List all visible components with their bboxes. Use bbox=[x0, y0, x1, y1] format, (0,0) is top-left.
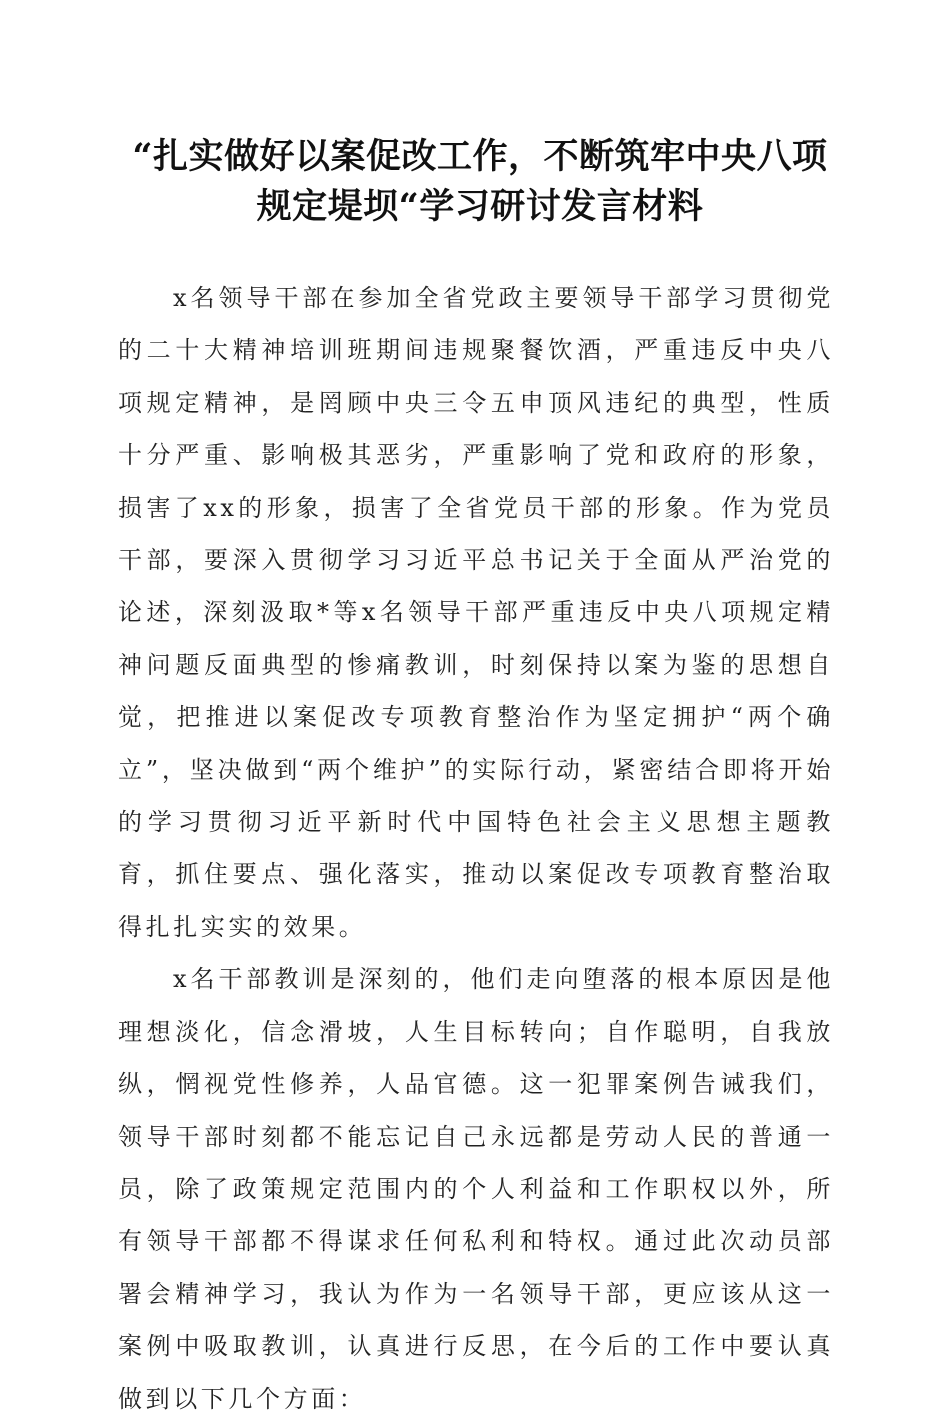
paragraph-2: x名干部教训是深刻的，他们走向堕落的根本原因是他理想淡化，信念滑坡，人生目标转向；自作聪明，自我放纵，惘视党性修养，人品官德。这一犯罪案例告诫我们，领导干部时刻都不能忘记自己永远都是劳动人民的普通一员，除了政策规定范围内的个人利益和工作职权以外，所有领导干部都不得谋求任何私利和特权。通过此次动员部署会精神学习，我认为作为一名领导干部，更应该从这一案例中吸取教训，认真进行反思，在今后的工作中要认真做到以下几个方面： bbox=[118, 965, 834, 1413]
title-line-2: 规定堤坝“学习研讨发言材料 bbox=[256, 186, 704, 227]
document-title bbox=[100, 132, 860, 232]
title-line-1: “扎实做好以案促改工作，不断筑牢中央八项 bbox=[132, 136, 828, 177]
document-body bbox=[118, 272, 834, 1425]
paragraph-1: x名领导干部在参加全省党政主要领导干部学习贯彻党的二十大精神培训班期间违规聚餐饮酒，严重违反中央八项规定精神，是罔顾中央三令五申顶风违纪的典型，性质十分严重、影响极其恶劣，严重影响了党和政府的形象，损害了xx的形象，损害了全省党员干部的形象。作为党员干部，要深入贯彻学习习近平总书记关于全面从严治党的论述，深刻汲取*等x名领导干部严重违反中央八项规定精神问题反面典型的惨痛教训，时刻保持以案为鉴的思想自觉，把推进以案促改专项教育整治作为坚定拥护“两个确立”，坚决做到“两个维护”的实际行动，紧密结合即将开始的学习贯彻习近平新时代中国特色社会主义思想主题教育，抓住要点、强化落实，推动以案促改专项教育整治取得扎扎实实的效果。 bbox=[118, 284, 834, 941]
